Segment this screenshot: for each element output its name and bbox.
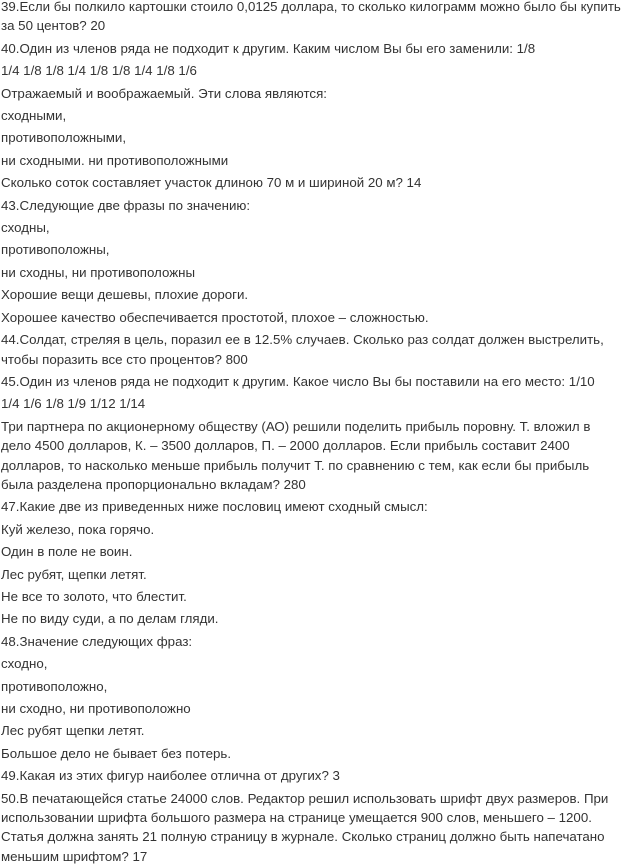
text-line: противоположно, xyxy=(1,678,108,694)
text-line: Три партнера по акционерному обществу (АО) решили поделить прибыль поровну. Т. вложил в xyxy=(1,418,591,434)
text-line: сходны, xyxy=(1,220,50,236)
text-line: чтобы поразить все сто процентов? 800 xyxy=(1,351,248,367)
text-line: сходными, xyxy=(1,108,67,124)
text-line: Сколько соток составляет участок длиною 70 м и шириной 20 м? 14 xyxy=(1,175,422,191)
text-line: 47.Какие две из приведенных ниже пословиц имеют сходный смысл: xyxy=(1,499,428,515)
text-line: была разделена пропорционально вкладам? 280 xyxy=(1,476,306,492)
text-line: Лес рубят щепки летят. xyxy=(1,723,145,739)
text-line: сходно, xyxy=(1,656,48,672)
text-line: 39.Если бы полкило картошки стоило 0,0125 доллара, то сколько килограмм можно было бы купить xyxy=(1,0,621,14)
text-line: 43.Следующие две фразы по значению: xyxy=(1,197,251,213)
text-line: 40.Один из членов ряда не подходит к другим. Каким числом Вы бы его заменили: 1/8 xyxy=(1,40,536,56)
text-line: 1/4 1/8 1/8 1/4 1/8 1/8 1/4 1/8 1/6 xyxy=(1,63,197,79)
text-line: противоположны, xyxy=(1,242,110,258)
text-line: Куй железо, пока горячо. xyxy=(1,521,155,537)
text-line: использовании шрифта большого размера на странице умещается 900 слов, меньшего – 1200. xyxy=(1,810,592,826)
text-line: 50.В печатающейся статье 24000 слов. Редактор решил использовать шрифт двух размеров. При xyxy=(1,790,609,806)
text-line: меньшим шрифтом? 17 xyxy=(1,848,148,864)
text-line: Лес рубят, щепки летят. xyxy=(1,566,147,582)
text-line: Отражаемый и воображаемый. Эти слова являются: xyxy=(1,85,327,101)
text-line: Хорошие вещи дешевы, плохие дороги. xyxy=(1,287,249,303)
text-line: 48.Значение следующих фраз: xyxy=(1,633,193,649)
text-line: долларов, то насколько меньше прибыль получит Т. по сравнению с тем, как если бы прибыль xyxy=(1,457,590,473)
document-text xyxy=(1,0,625,866)
text-line: Не по виду суди, а по делам гляди. xyxy=(1,611,219,627)
text-line: 1/4 1/6 1/8 1/9 1/12 1/14 xyxy=(1,396,146,412)
text-line: Не все то золото, что блестит. xyxy=(1,588,187,604)
text-line: Один в поле не воин. xyxy=(1,544,133,560)
text-line: дело 4500 долларов, К. – 3500 долларов, П. – 2000 долларов. Если прибыль составит 2400 xyxy=(1,438,570,454)
text-line: 44.Солдат, стреляя в цель, поразил ее в 12.5% случаев. Сколько раз солдат должен выстрелить, xyxy=(1,332,604,348)
text-line: Большое дело не бывает без потерь. xyxy=(1,745,232,761)
text-line: 45.Один из членов ряда не подходит к другим. Какое число Вы бы поставили на его место: 1/10 xyxy=(1,373,595,389)
text-line: Статья должна занять 21 полную страницу в журнале. Сколько страниц должно быть напечатано xyxy=(1,829,605,845)
text-line: Хорошее качество обеспечивается простотой, плохое – сложностью. xyxy=(1,309,429,325)
text-line: за 50 центов? 20 xyxy=(1,18,106,34)
text-line: 49.Какая из этих фигур наиболее отлична от других? 3 xyxy=(1,768,340,784)
text-line: ни сходными. ни противоположными xyxy=(1,152,229,168)
text-line: противоположными, xyxy=(1,130,127,146)
text-line: ни сходны, ни противоположны xyxy=(1,264,196,280)
text-line: ни сходно, ни противоположно xyxy=(1,701,191,716)
